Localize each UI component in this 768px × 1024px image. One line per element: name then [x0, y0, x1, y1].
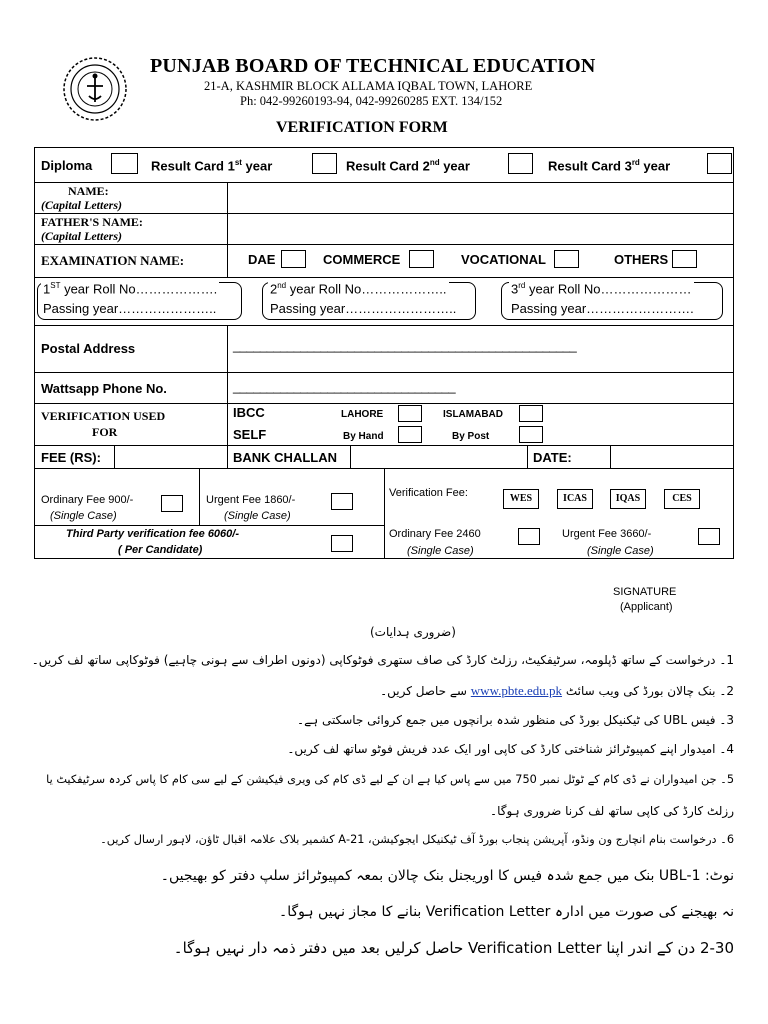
diploma-label: Diploma	[41, 158, 93, 173]
dae-checkbox[interactable]	[281, 250, 306, 268]
urgent-fee-3660-note: (Single Case)	[587, 545, 654, 557]
agency-ces[interactable]: CES	[664, 489, 700, 509]
board-phone: Ph: 042-99260193-94, 042-99260285 EXT. 134/152	[240, 94, 503, 108]
ordinary-fee-label: Ordinary Fee 900/-	[41, 494, 134, 506]
passing-year-1: Passing year…………………..	[43, 301, 217, 316]
note-1: نوٹ: 1-UBL بنک میں جمع شدہ فیس کا اوریجنل بنک چالان بمعہ کمپیوٹرائز سلپ دفتر کو بھیجیں۔	[160, 868, 734, 884]
result-card-2-label: Result Card 2nd year	[346, 158, 470, 174]
passing-year-3: Passing year…………………….	[511, 301, 694, 316]
bank-challan-label: BANK CHALLAN	[233, 450, 337, 465]
urgent-fee-note: (Single Case)	[224, 510, 291, 522]
others-checkbox[interactable]	[672, 250, 697, 268]
fee-label: FEE (RS):	[41, 450, 101, 465]
roll-no-2: 2nd year Roll No………………..	[270, 281, 447, 297]
by-post-checkbox[interactable]	[519, 426, 543, 443]
bank-challan-input[interactable]	[351, 446, 527, 468]
result-card-1-label: Result Card 1st year	[151, 158, 273, 174]
board-address: 21-A, KASHMIR BLOCK ALLAMA IQBAL TOWN, LAHORE	[204, 79, 533, 93]
whatsapp-label: Wattsapp Phone No.	[41, 381, 167, 396]
self-label: SELF	[233, 427, 267, 442]
ordinary-fee-note: (Single Case)	[50, 510, 117, 522]
commerce-checkbox[interactable]	[409, 250, 434, 268]
note-2: نہ بھیجنے کی صورت میں ادارہ Verification Letter بنانے کا مجاز نہیں ہوگا۔	[278, 904, 734, 920]
verification-used-label: VERIFICATION USED	[41, 409, 166, 423]
father-name-label: FATHER'S NAME:	[41, 215, 143, 229]
urgent-fee-label: Urgent Fee 1860/-	[206, 494, 296, 506]
verification-for-label: FOR	[92, 425, 118, 439]
roll-no-3: 3rd year Roll No…………………	[511, 281, 692, 297]
agency-wes[interactable]: WES	[503, 489, 539, 509]
form-title: VERIFICATION FORM	[276, 119, 448, 136]
third-party-fee-checkbox[interactable]	[331, 535, 353, 552]
instruction-5b: رزلٹ کارڈ کی کاپی ساتھ لف کرنا ضروری ہوگا۔	[490, 804, 734, 818]
signature-label: SIGNATURE	[613, 586, 677, 598]
by-hand-label: By Hand	[343, 431, 384, 442]
verification-fee-label: Verification Fee:	[389, 487, 468, 499]
exam-option-dae: DAE	[248, 252, 276, 267]
postal-address-input[interactable]: ___________________________________________________	[233, 338, 577, 353]
signature-sub: (Applicant)	[620, 601, 673, 613]
exam-option-commerce: COMMERCE	[323, 252, 401, 267]
ordinary-fee-2460-label: Ordinary Fee 2460	[389, 528, 481, 540]
pbte-website-link[interactable]: www.pbte.edu.pk	[470, 683, 563, 698]
board-logo	[62, 56, 128, 122]
name-input[interactable]	[228, 183, 733, 213]
third-party-fee-label: Third Party verification fee 6060/-	[66, 528, 240, 540]
name-hint: (Capital Letters)	[41, 198, 122, 212]
instructions-heading: (ضروری ہدایات)	[370, 625, 456, 639]
lahore-checkbox[interactable]	[398, 405, 422, 422]
date-label: DATE:	[533, 450, 572, 465]
lahore-label: LAHORE	[341, 409, 384, 420]
agency-icas[interactable]: ICAS	[557, 489, 593, 509]
board-title: PUNJAB BOARD OF TECHNICAL EDUCATION	[150, 55, 596, 77]
urgent-fee-3660-checkbox[interactable]	[698, 528, 720, 545]
exam-option-others: OTHERS	[614, 252, 669, 267]
instruction-4: 4۔ امیدوار اپنے کمپیوٹرائز شناختی کارڈ کی کاپی اور ایک عدد فریش فوٹو ساتھ لف کریں۔	[287, 742, 734, 756]
note-3: 2-30 دن کے اندر اپنا Verification Letter حاصل کرلیں بعد میں دفتر ذمہ دار نہیں ہوگا۔	[173, 939, 734, 957]
ordinary-fee-2460-note: (Single Case)	[407, 545, 474, 557]
agency-iqas[interactable]: IQAS	[610, 489, 646, 509]
result-card-3-label: Result Card 3rd year	[548, 158, 671, 174]
islamabad-checkbox[interactable]	[519, 405, 543, 422]
exam-name-label: EXAMINATION NAME:	[41, 253, 185, 268]
father-name-hint: (Capital Letters)	[41, 229, 122, 243]
passing-year-2: Passing year……………………..	[270, 301, 457, 316]
instruction-1: 1۔ درخواست کے ساتھ ڈپلومہ، سرٹیفکیٹ، رزلٹ کارڈ کی صاف ستھری فوٹوکاپی (دونوں اطراف سے ہونی چاہیے) فوٹوکاپی ساتھ لف کریں۔	[31, 653, 734, 667]
ordinary-fee-checkbox[interactable]	[161, 495, 183, 512]
ordinary-fee-2460-checkbox[interactable]	[518, 528, 540, 545]
instruction-5a: 5۔ جن امیدواران نے ڈی کام کے ٹوٹل نمبر 750 میں سے پاس کیا ہے ان کے لیے ڈی کام کی ویری فیکیشن کے لیے سی کام کا پاس کردہ سرٹیفکیٹ یا	[46, 773, 734, 786]
ibcc-label: IBCC	[233, 405, 265, 420]
instruction-2: 2۔ بنک چالان بورڈ کی ویب سائٹ www.pbte.edu.pk سے حاصل کریں۔	[380, 683, 734, 698]
urgent-fee-3660-label: Urgent Fee 3660/-	[562, 528, 652, 540]
vocational-checkbox[interactable]	[554, 250, 579, 268]
islamabad-label: ISLAMABAD	[443, 409, 503, 420]
roll-no-1: 1ST year Roll No……………….	[43, 281, 218, 297]
exam-option-vocational: VOCATIONAL	[461, 252, 546, 267]
postal-address-label: Postal Address	[41, 341, 136, 356]
urgent-fee-checkbox[interactable]	[331, 493, 353, 510]
by-hand-checkbox[interactable]	[398, 426, 422, 443]
by-post-label: By Post	[452, 431, 490, 442]
fee-input[interactable]	[115, 446, 227, 468]
date-input[interactable]	[611, 446, 733, 468]
father-name-input[interactable]	[228, 214, 733, 244]
whatsapp-input[interactable]: _________________________________	[233, 379, 456, 394]
instruction-6: 6۔ درخواست بنام انچارج ون ونڈو، آپریشن پنجاب بورڈ آف ٹیکنیکل ایجوکیشن، 21-A کشمیر بلاک علامہ اقبال ٹاؤن، لاہور ارسال کریں۔	[100, 833, 734, 846]
instruction-3: 3۔ فیس UBL کی ٹیکنیکل بورڈ کی منظور شدہ برانچوں میں جمع کروائی جاسکتی ہے۔	[297, 713, 734, 727]
name-label: NAME:	[68, 184, 109, 198]
third-party-fee-note: ( Per Candidate)	[118, 544, 203, 556]
